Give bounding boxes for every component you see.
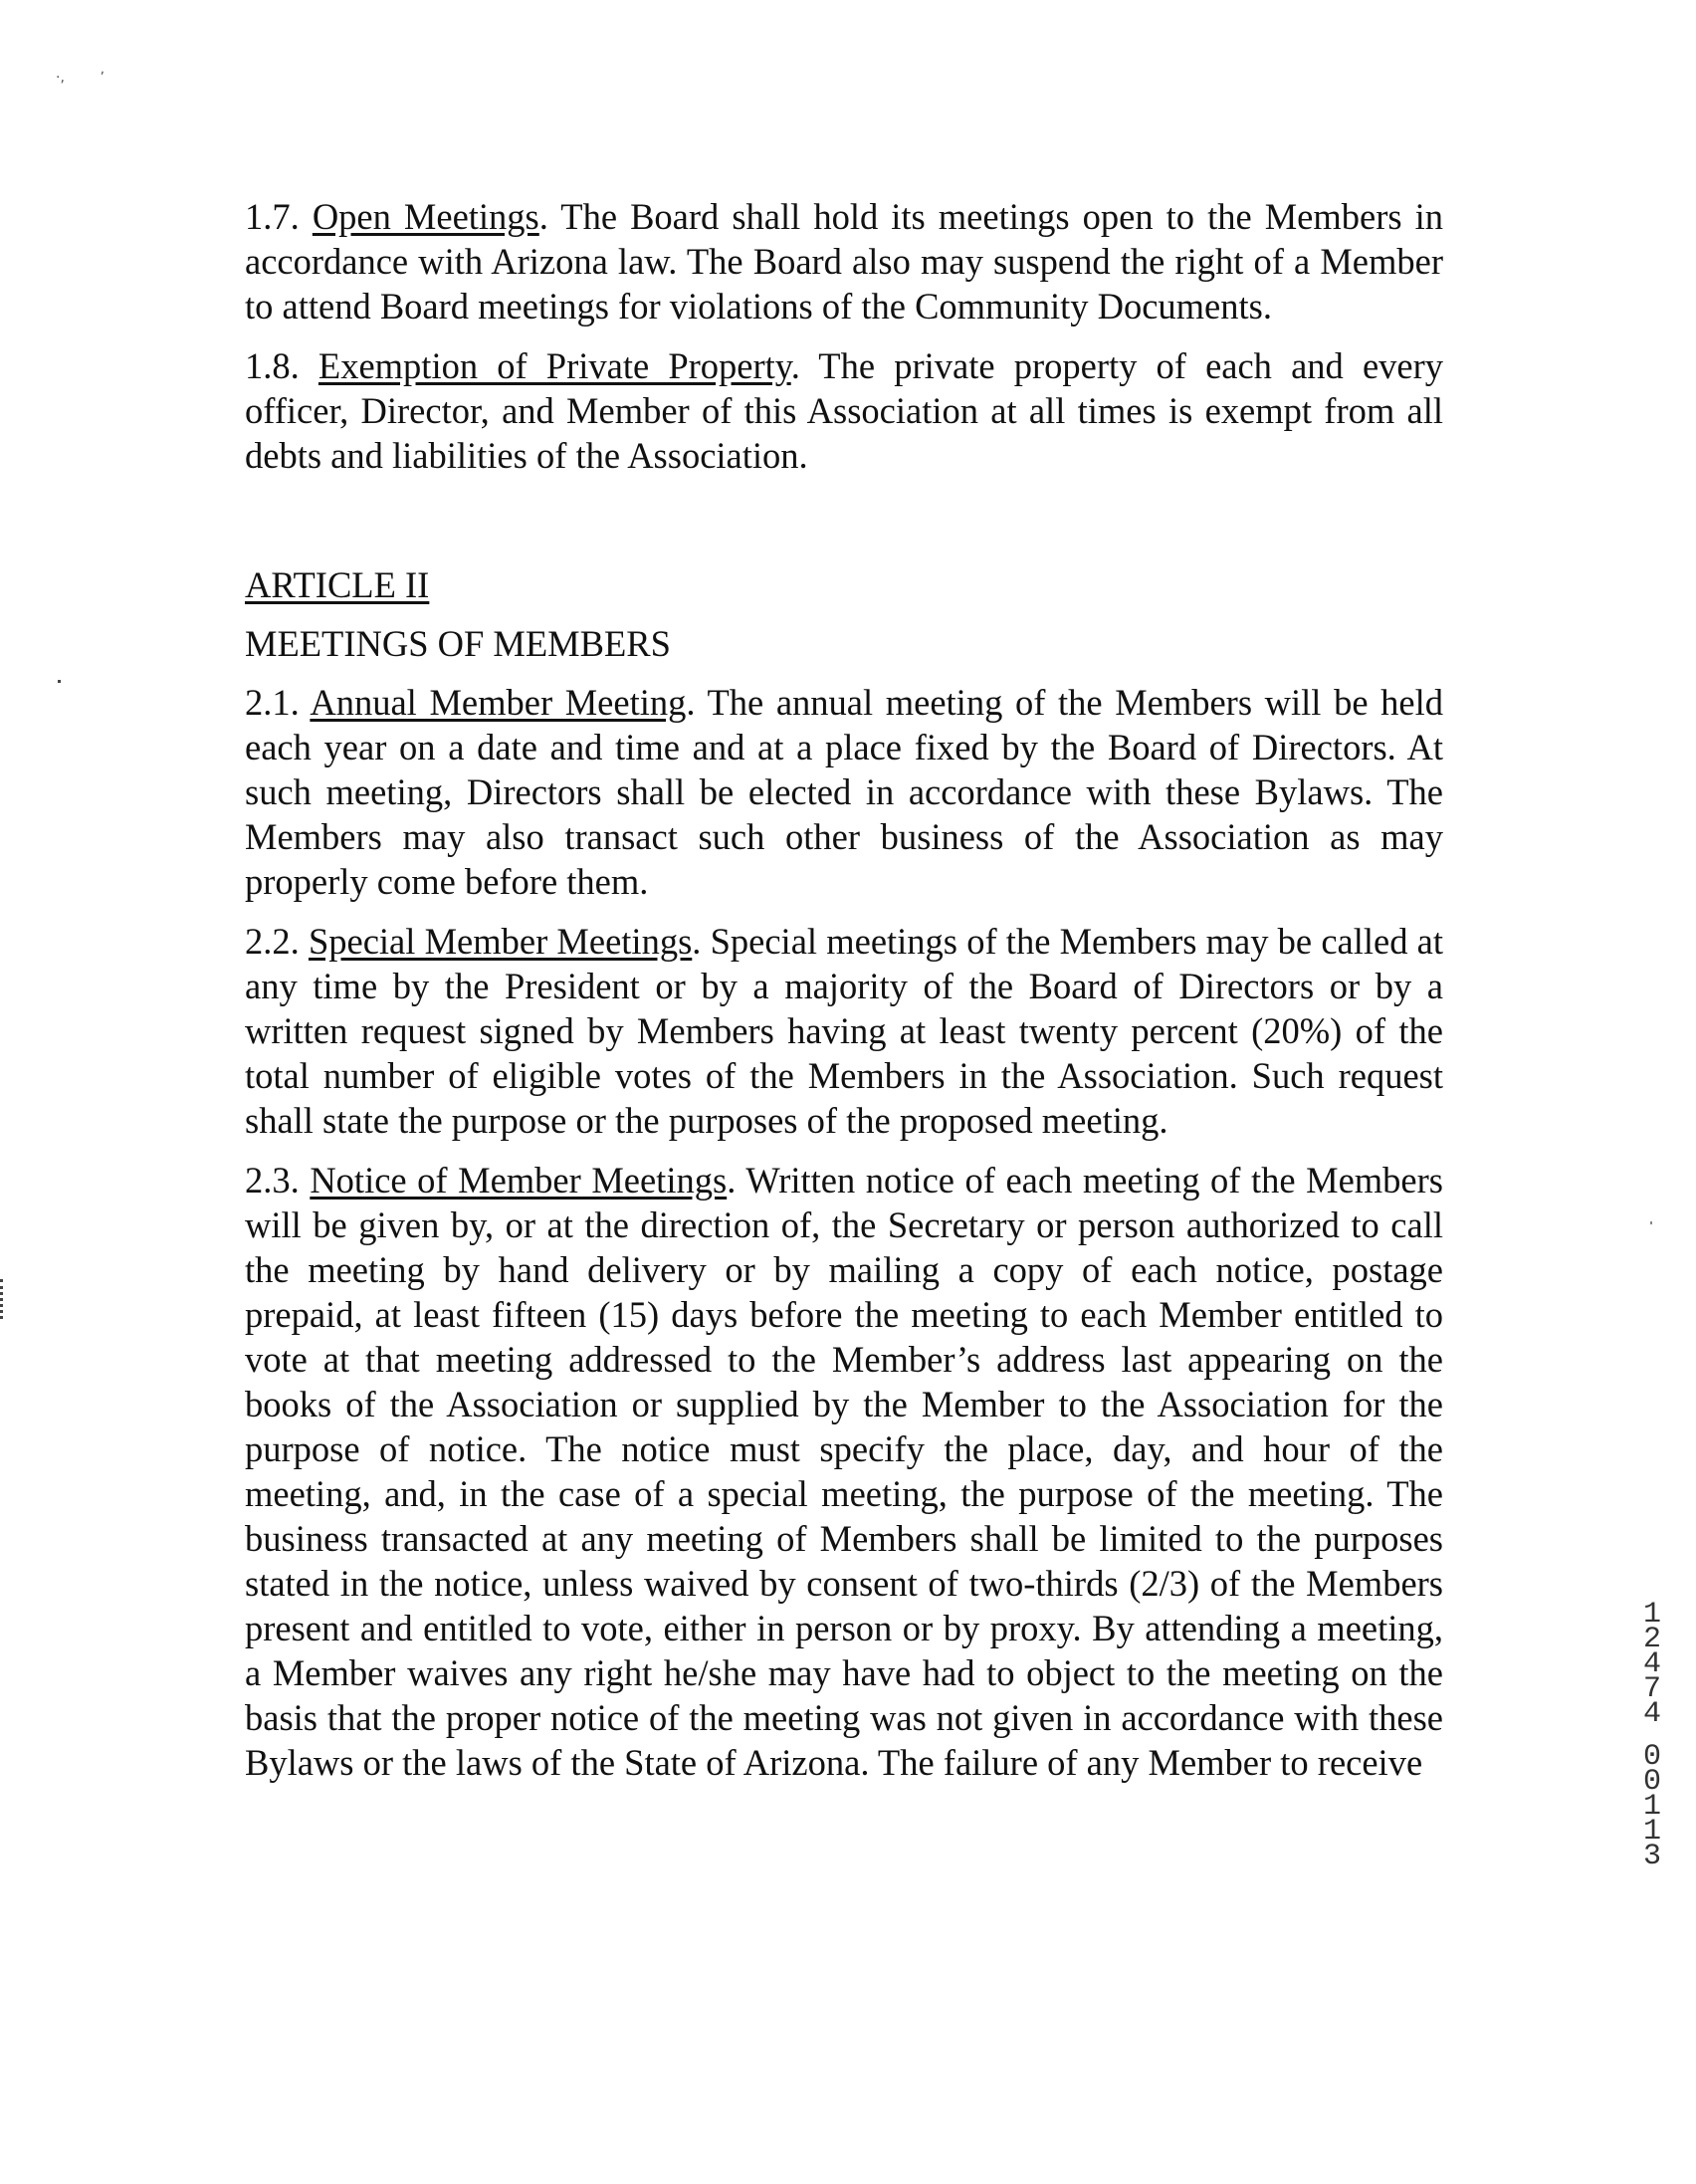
section-number: 2.1. <box>245 682 300 723</box>
section-heading: Exemption of Private Property <box>318 345 791 386</box>
section-heading: Open Meetings <box>312 196 539 237</box>
section-number: 1.8. <box>245 345 300 386</box>
article-title: ARTICLE II <box>245 564 430 605</box>
stamp-digit: 1 <box>1642 1598 1661 1632</box>
section-number: 2.2. <box>245 921 300 962</box>
section-2-2 <box>245 919 1443 1143</box>
stamp-digit: 2 <box>1642 1623 1661 1656</box>
scan-speck <box>1650 1221 1652 1224</box>
stamp-digit: 0 <box>1642 1765 1661 1799</box>
section-number: 1.7. <box>245 196 300 237</box>
section-body: . Written notice of each meeting of the Members will be given by, or at the direction of, the Secretary or person authorized to call the meeting by hand delivery or by mailing a copy of each notice, postage prepaid, at least fifteen (15) days before the meeting to each Member entitled to vote at that meeting addressed to the Member’s address last appearing on the books of the Association or supplied by the Member to the Association for the purpose of notice. The notice must specify the place, day, and hour of the meeting, and, in the case of a special meeting, the purpose of the meeting. The business transacted at any meeting of Members shall be limited to the purposes stated in the notice, unless waived by consent of two-thirds (2/3) of the Members present and entitled to vote, either in person or by proxy. By attending a meeting, a Member waives any right he/she may have had to object to the meeting on the basis that the proper notice of the meeting was not given in accordance with these Bylaws or the laws of the State of Arizona. The failure of any Member to receive <box>245 1160 1443 1783</box>
section-number: 2.3. <box>245 1160 300 1201</box>
section-heading: Notice of Member Meetings <box>310 1160 728 1201</box>
stamp-digit: 0 <box>1642 1740 1661 1774</box>
section-heading: Special Member Meetings <box>308 921 693 962</box>
section-1-8 <box>245 343 1443 478</box>
section-body: . Special meetings of the Members may be called at any time by the President or by a majority of the Board of Directors or by a written request signed by Members having at least twenty percent (20%) of the total number of eligible votes of the Members in the Association. Such request shall state the purpose or the purposes of the proposed meeting. <box>245 921 1444 1141</box>
article-subtitle: MEETINGS OF MEMBERS <box>245 623 671 664</box>
stamp-digit: 1 <box>1642 1815 1661 1849</box>
section-body: . The annual meeting of the Members will be held each year on a date and time and at a place fixed by the Board of Directors. At such meeting, Directors shall be elected in accordance with these Bylaws. The Members may also transact such other business of the Association as may properly come before them. <box>245 682 1443 902</box>
section-1-7 <box>245 194 1443 328</box>
stamp-digit: 1 <box>1642 1790 1661 1824</box>
stamp-digit: 3 <box>1642 1840 1661 1873</box>
scan-specks: ·, ʼ <box>56 70 105 86</box>
section-body: . The private property of each and every officer, Director, and Member of this Association at all times is exempt from all debts and liabilities of the Association. <box>245 345 1444 476</box>
stamp-digit: 4 <box>1642 1647 1661 1681</box>
section-2-3 <box>245 1158 1443 1785</box>
scan-edge-mark <box>0 1279 9 1319</box>
section-body: . The Board shall hold its meetings open to the Members in accordance with Arizona law. The Board also may suspend the right of a Member to attend Board meetings for violations of the Community Documents. <box>245 196 1444 327</box>
stamp-digit: 7 <box>1642 1672 1661 1706</box>
section-heading: Annual Member Meeting <box>310 682 687 723</box>
stamp-digit: 4 <box>1642 1697 1661 1731</box>
scan-speck <box>58 680 61 683</box>
section-2-1 <box>245 680 1443 904</box>
document-id-stamp <box>1632 1598 1672 1873</box>
document-body <box>245 194 1443 1800</box>
